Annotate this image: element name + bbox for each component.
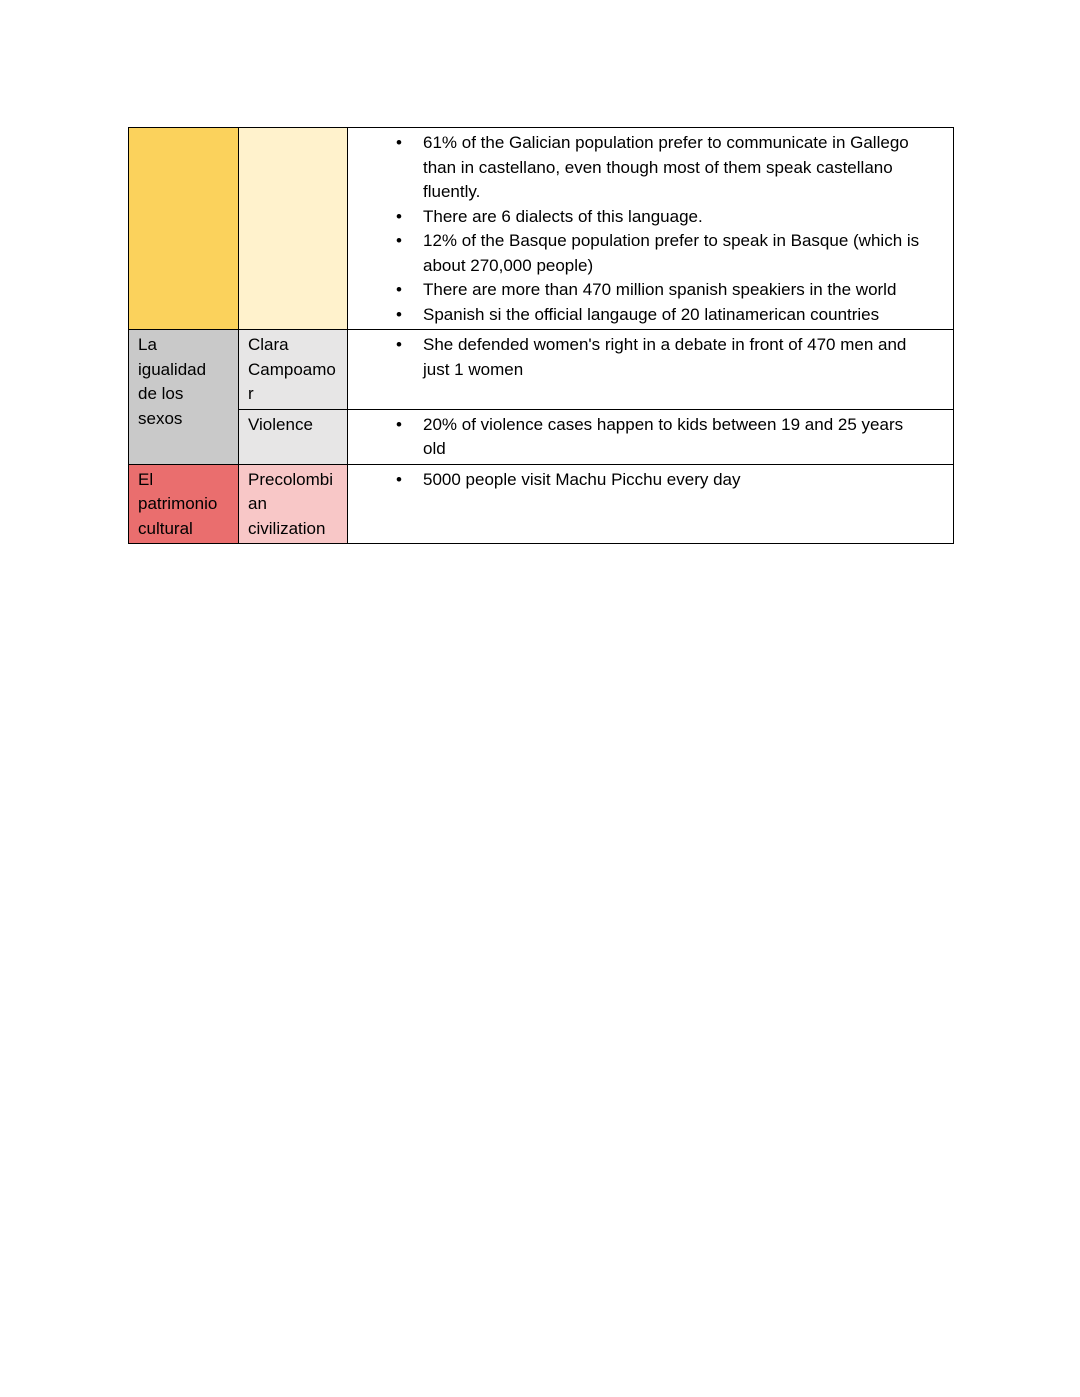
subtopic-cell-clara-campoamor	[239, 330, 348, 410]
table-row	[129, 128, 954, 330]
table-row	[129, 409, 954, 464]
subtopic-cell-languages	[239, 128, 348, 330]
bullet-icon: •	[396, 133, 402, 152]
table-row	[129, 330, 954, 410]
facts-cell-violence	[348, 409, 954, 464]
fact-list	[348, 413, 943, 462]
subtopic-label: Violence	[248, 414, 313, 434]
bullet-icon: •	[396, 206, 402, 226]
bullet-icon: •	[396, 414, 402, 434]
fact-text: There are 6 dialects of this language.	[423, 206, 703, 226]
fact-text: There are more than 470 million spanish speakiers in the world	[423, 280, 897, 299]
topics-table	[128, 127, 954, 544]
subtopic-label: Clara Campoamor	[248, 335, 336, 403]
category-label: El patrimonio cultural	[138, 469, 218, 538]
facts-cell-precolombian	[348, 464, 954, 544]
bullet-icon: •	[396, 231, 402, 250]
list-item	[348, 468, 943, 493]
fact-text: 5000 people visit Machu Picchu every day	[423, 469, 741, 489]
bullet-icon: •	[396, 335, 402, 354]
bullet-icon: •	[396, 304, 402, 324]
category-cell-patrimonio	[129, 464, 239, 544]
fact-text: 20% of violence cases happen to kids between 19 and 25 years old	[423, 414, 904, 458]
table-row	[129, 464, 954, 544]
fact-text: 61% of the Galician population prefer to communicate in Gallego than in castellano, even though most of them speak castellano fluently.	[423, 133, 909, 201]
category-cell-igualdad	[129, 330, 239, 465]
fact-text: Spanish si the official langauge of 20 latinamerican countries	[423, 304, 880, 324]
category-label: La igualidad de los sexos	[138, 335, 207, 428]
fact-text: 12% of the Basque population prefer to speak in Basque (which is about 270,000 people)	[423, 231, 920, 275]
subtopic-label: Precolombian civilization	[248, 469, 334, 538]
list-item	[348, 229, 943, 278]
list-item	[348, 278, 943, 303]
fact-list	[348, 131, 943, 327]
facts-cell-languages	[348, 128, 954, 330]
subtopic-cell-precolombian	[239, 464, 348, 544]
category-cell-languages	[129, 128, 239, 330]
list-item	[348, 205, 943, 230]
facts-cell-clara-campoamor	[348, 330, 954, 410]
list-item	[348, 131, 943, 205]
fact-list	[348, 333, 943, 382]
subtopic-cell-violence	[239, 409, 348, 464]
list-item	[348, 303, 943, 328]
list-item	[348, 413, 943, 462]
bullet-icon: •	[396, 469, 402, 489]
list-item	[348, 333, 943, 382]
fact-text: She defended women's right in a debate in front of 470 men and just 1 women	[423, 335, 907, 379]
bullet-icon: •	[396, 280, 402, 299]
fact-list	[348, 468, 943, 493]
